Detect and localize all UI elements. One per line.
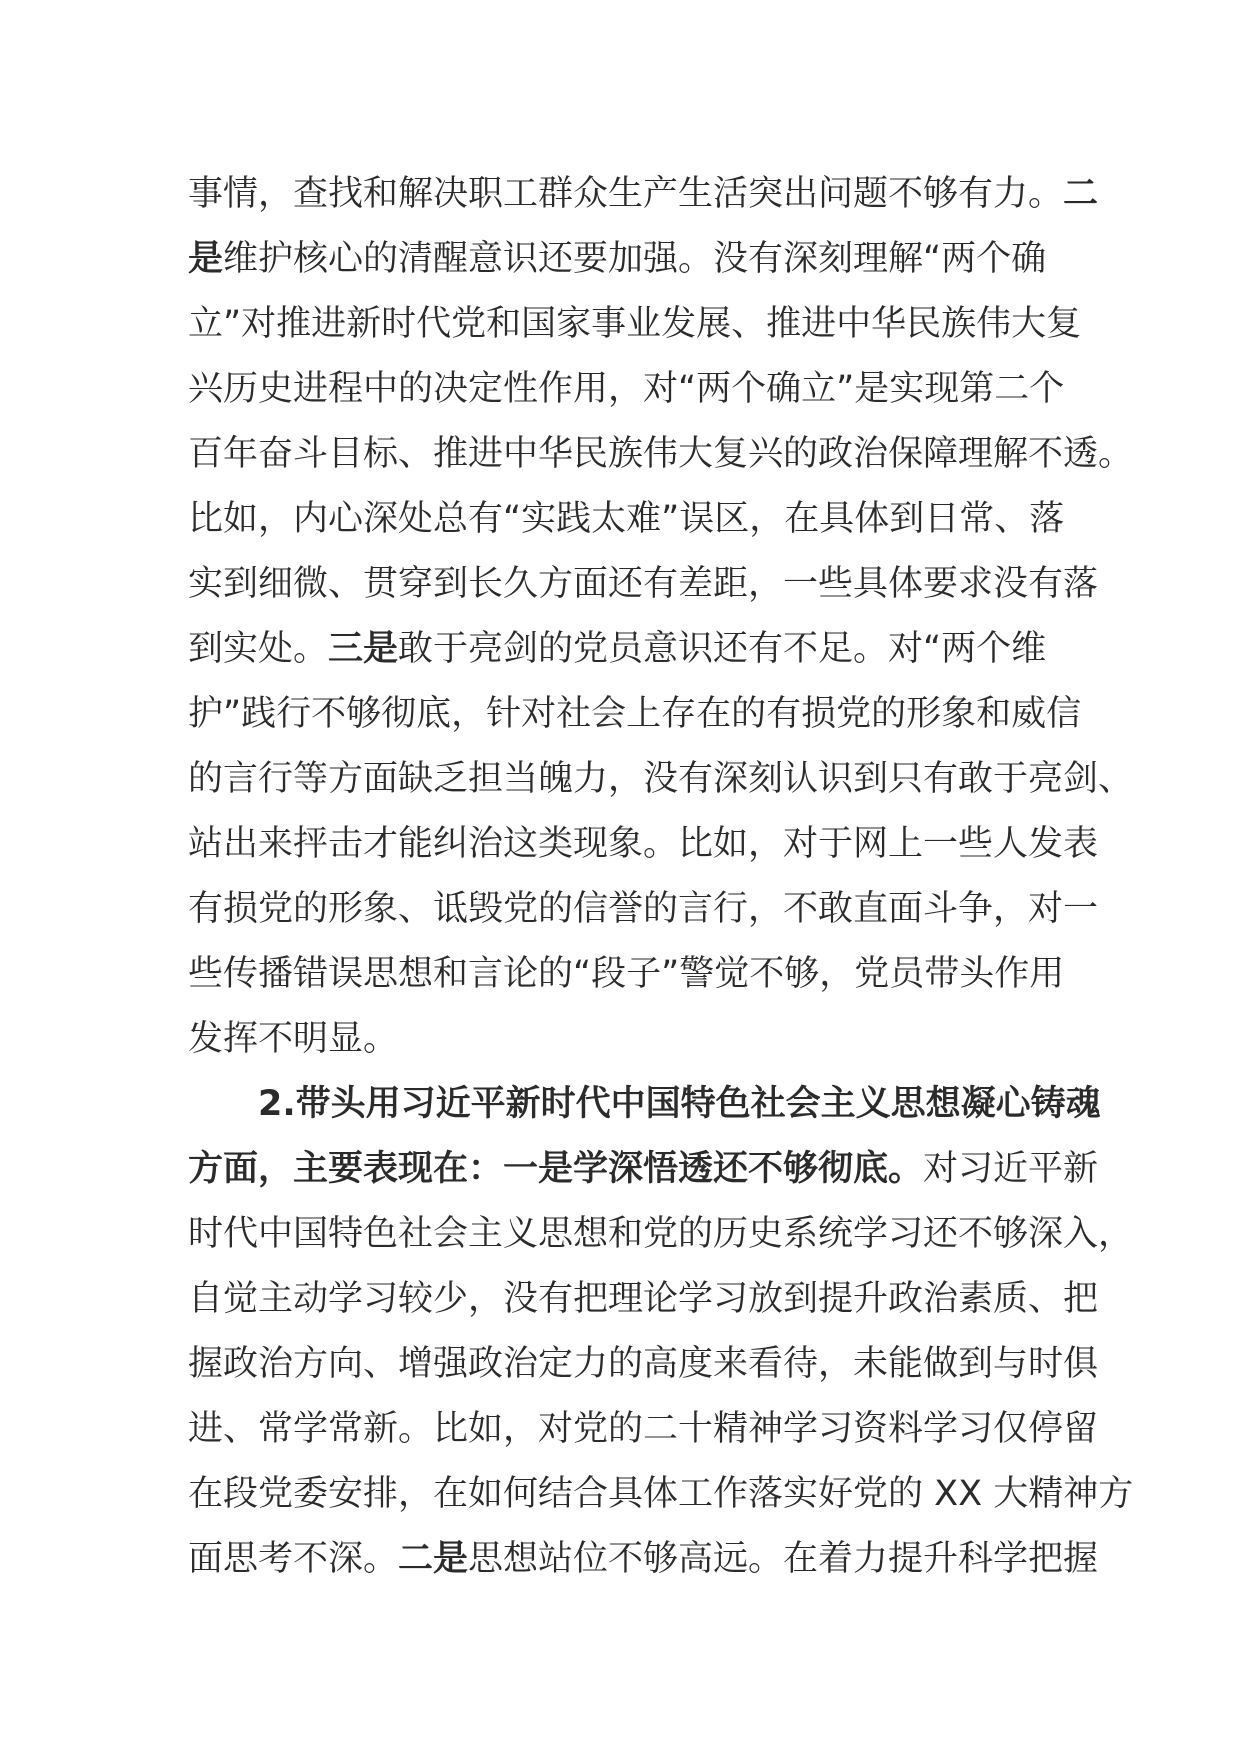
text-line: 些传播错误思想和言论的“段子”警觉不够，党员带头作用: [188, 954, 1065, 994]
text-line: 的言行等方面缺乏担当魄力，没有深刻认识到只有敢于亮剑、: [188, 759, 1134, 799]
text-line: 面思考不深。二是思想站位不够高远。在着力提升科学把握: [188, 1539, 1099, 1579]
text-line: 到实处。三是敢于亮剑的党员意识还有不足。对“两个维: [188, 629, 1047, 669]
text-line: 时代中国特色社会主义思想和党的历史系统学习还不够深入，: [188, 1214, 1134, 1254]
section-heading: 2.带头用习近平新时代中国特色社会主义思想凝心铸魂: [258, 1084, 1101, 1124]
body-text: [188, 162, 1134, 1592]
text-line: 方面，主要表现在：一是学深悟透还不够彻底。对习近平新: [188, 1149, 1099, 1189]
text-line: 站出来抨击才能纠治这类现象。比如，对于网上一些人发表: [188, 824, 1099, 864]
text-line: 是维护核心的清醒意识还要加强。没有深刻理解“两个确: [188, 239, 1047, 279]
text-line: 发挥不明显。: [188, 1019, 399, 1059]
text-line: 实到细微、贯穿到长久方面还有差距，一些具体要求没有落: [188, 564, 1099, 604]
text-line: 兴历史进程中的决定性作用，对“两个确立”是实现第二个: [188, 369, 1065, 409]
text-line: 自觉主动学习较少，没有把理论学习放到提升政治素质、把: [188, 1279, 1099, 1319]
text-line: 比如，内心深处总有“实践太难”误区，在具体到日常、落: [188, 499, 1065, 539]
text-line: 百年奋斗目标、推进中华民族伟大复兴的政治保障理解不透。: [188, 434, 1134, 474]
text-line: 进、常学常新。比如，对党的二十精神学习资料学习仅停留: [188, 1409, 1099, 1449]
text-line: 立”对推进新时代党和国家事业发展、推进中华民族伟大复: [188, 304, 1082, 344]
text-line: 事情，查找和解决职工群众生产生活突出问题不够有力。二: [188, 174, 1099, 214]
text-line: 护”践行不够彻底，针对社会上存在的有损党的形象和威信: [188, 694, 1082, 734]
text-line: 握政治方向、增强政治定力的高度来看待，未能做到与时俱: [188, 1344, 1099, 1384]
text-line: 有损党的形象、诋毁党的信誉的言行，不敢直面斗争，对一: [188, 889, 1099, 929]
text-line: 在段党委安排，在如何结合具体工作落实好党的 XX 大精神方: [188, 1474, 1134, 1514]
